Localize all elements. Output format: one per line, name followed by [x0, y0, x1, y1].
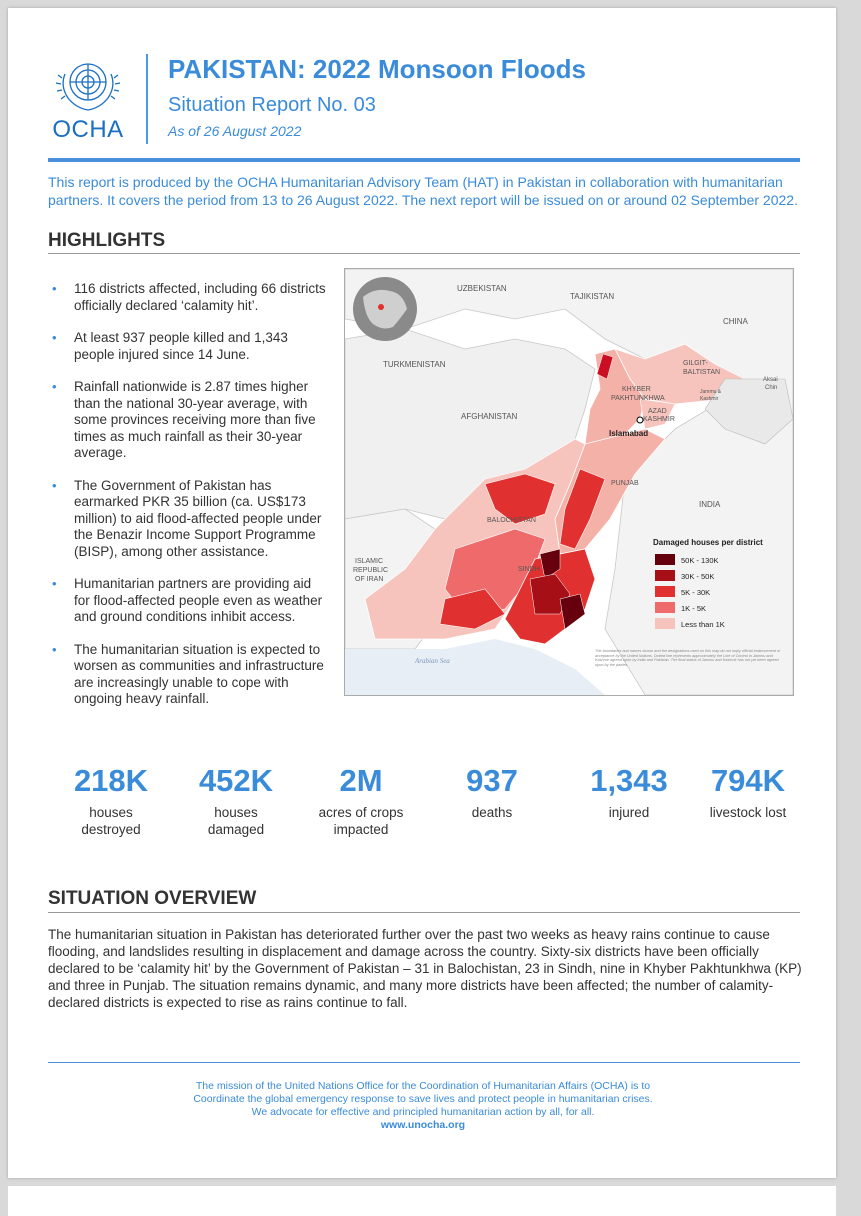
map-label-punjab: PUNJAB	[611, 480, 639, 487]
footer-line: Coordinate the global emergency response to save lives and protect people in humanitarian crises.	[193, 1093, 653, 1105]
map-label-jammu-kashmir: Kashmir	[700, 396, 719, 402]
footer-url-link[interactable]: www.unocha.org	[380, 1119, 466, 1131]
stat-label: destroyed	[81, 821, 141, 837]
legend-label: Less than 1K	[681, 620, 725, 629]
stat-value: 2M	[339, 763, 383, 798]
map-label-islamabad: Islamabad	[609, 429, 649, 438]
highlights-heading: HIGHLIGHTS	[48, 230, 166, 251]
stat-value: 937	[466, 763, 518, 798]
map-label-gilgit: GILGIT-	[683, 360, 708, 367]
highlight-item: • Humanitarian partners are providing aid for flood-affected people even as weather and ground conditions inhibit access.	[48, 576, 328, 626]
header-rule	[48, 158, 800, 162]
stat-value: 218K	[73, 763, 149, 798]
stat-deaths	[432, 763, 552, 822]
stat-label: deaths	[471, 805, 513, 820]
flood-damage-map	[344, 268, 794, 696]
stat-label: damaged	[207, 821, 265, 837]
stat-label: injured	[608, 805, 650, 820]
map-label-iran-1: ISLAMIC	[355, 558, 384, 565]
map-label-china: CHINA	[723, 317, 748, 326]
map-label-jammu: Jammu &	[700, 389, 722, 395]
map-label-pakhtunkhwa: PAKHTUNKHWA	[611, 395, 665, 402]
highlight-item: • The Government of Pakistan has earmarked PKR 35 billion (ca. US$173 million) to aid flood-affected people under the Benazir Income Support Programme (BISP), among other assistance.	[48, 478, 328, 561]
highlights-list	[48, 281, 328, 724]
footer	[98, 1080, 748, 1132]
highlight-item: • At least 937 people killed and 1,343 people injured since 14 June.	[48, 330, 328, 363]
footer-line: We advocate for effective and principled humanitarian action by all, for all.	[251, 1106, 595, 1118]
highlight-item: • The humanitarian situation is expected to worsen as communities and infrastructure are increasingly unable to cope with ongoing heavy rainfall.	[48, 642, 328, 708]
highlights-rule	[48, 253, 800, 254]
islamabad-marker	[637, 417, 643, 423]
overview-heading: SITUATION OVERVIEW	[48, 888, 257, 909]
map-label-sindh: SINDH	[518, 566, 540, 573]
report-title: PAKISTAN: 2022 Monsoon Floods	[168, 54, 586, 84]
map-label-baltistan: BALTISTAN	[683, 369, 721, 376]
legend-swatch	[655, 602, 675, 613]
footer-line: The mission of the United Nations Office for the Coordination of Humanitarian Affairs (OCHA) is to	[195, 1080, 651, 1092]
map-label-khyber: KHYBER	[622, 386, 651, 393]
map-label-india: INDIA	[699, 500, 721, 509]
highlight-item: • 116 districts affected, including 66 districts officially declared ‘calamity hit’.	[48, 281, 328, 314]
map-label-aksai: Aksai	[763, 377, 778, 383]
legend-title: Damaged houses per district	[653, 538, 763, 547]
map-label-balochistan: BALOCHISTAN	[487, 517, 536, 524]
map-label-arabian-sea: Arabian Sea	[415, 657, 450, 665]
stat-label: houses	[89, 805, 133, 820]
stat-houses-destroyed	[51, 763, 171, 838]
header-divider	[146, 54, 148, 144]
map-label-turkmenistan: TURKMENISTAN	[383, 360, 446, 369]
next-page-edge	[8, 1186, 836, 1216]
stat-value: 452K	[198, 763, 274, 798]
footer-rule	[48, 1062, 800, 1063]
overview-rule	[48, 912, 800, 913]
stat-label: livestock lost	[709, 805, 787, 820]
stat-label: houses	[214, 805, 258, 820]
stat-houses-damaged	[176, 763, 296, 838]
map-label-uzbekistan: UZBEKISTAN	[457, 284, 507, 293]
legend-label: 50K - 130K	[681, 556, 719, 565]
stat-injured	[569, 763, 689, 822]
stat-label: acres of crops	[318, 805, 404, 820]
overview-paragraph: The humanitarian situation in Pakistan has deteriorated further over the past two weeks as heavy rains continue to cause flooding, and landslides resulting in displacement and damage across the country. Sixty-six districts have been officially declared to be ‘calamity hit’ by the Government of Pakistan – 31 in Balochistan, 23 in Sindh, nine in Khyber Pakhtunkhwa (KP) and three in Punjab. The situation remains dynamic, and many more districts have been affected; the number of calamity-declared districts is expected to rise as rains continue to fall.	[48, 927, 802, 1010]
stat-value: 1,343	[590, 763, 668, 798]
intro-paragraph: This report is produced by the OCHA Humanitarian Advisory Team (HAT) in Pakistan in collaboration with humanitarian partners. It covers the period from 13 to 26 August 2022. The next report will be issued on or around 02 September 2022.	[48, 174, 798, 208]
legend-swatch	[655, 554, 675, 565]
report-page	[8, 8, 836, 1178]
stat-value: 794K	[710, 763, 786, 798]
stat-crops	[301, 763, 421, 838]
ocha-logo	[48, 54, 128, 143]
map-label-azad: AZAD	[648, 408, 667, 415]
map-label-tajikistan: TAJIKISTAN	[570, 292, 615, 301]
highlight-item: • Rainfall nationwide is 2.87 times higher than the national 30-year average, with some provinces receiving more than five times as much rainfall as their 30-year average.	[48, 379, 328, 462]
un-emblem-icon	[48, 54, 128, 114]
legend-swatch	[655, 618, 675, 629]
map-label-aksai-chin: Chin	[765, 385, 778, 391]
map-label-iran-3: OF IRAN	[355, 576, 384, 583]
stat-label: impacted	[333, 821, 389, 837]
legend-label: 30K - 50K	[681, 572, 715, 581]
map-label-kashmir: KASHMIR	[643, 416, 675, 423]
pakistan-map-svg	[345, 269, 793, 695]
report-date: As of 26 August 2022	[168, 123, 302, 139]
legend-label: 5K - 30K	[681, 588, 711, 597]
map-label-afghanistan: AFGHANISTAN	[461, 412, 518, 421]
map-disclaimer: The boundaries and names shown and the designations used on this map do not imply official endorsement or acceptance by the United Nations. Dotted line represents approximately the Line of Control in Jammu and Kashmir agreed upon by India and Pakistan. The final status of Jammu and Kashmir has not yet been agreed upon by the parties.	[595, 649, 781, 667]
report-subtitle: Situation Report No. 03	[168, 94, 376, 116]
ocha-logo-text: OCHA	[52, 116, 124, 143]
legend-swatch	[655, 586, 675, 597]
legend-swatch	[655, 570, 675, 581]
legend-label: 1K - 5K	[681, 604, 707, 613]
map-label-iran-2: REPUBLIC	[353, 567, 389, 574]
stat-livestock	[688, 763, 808, 822]
